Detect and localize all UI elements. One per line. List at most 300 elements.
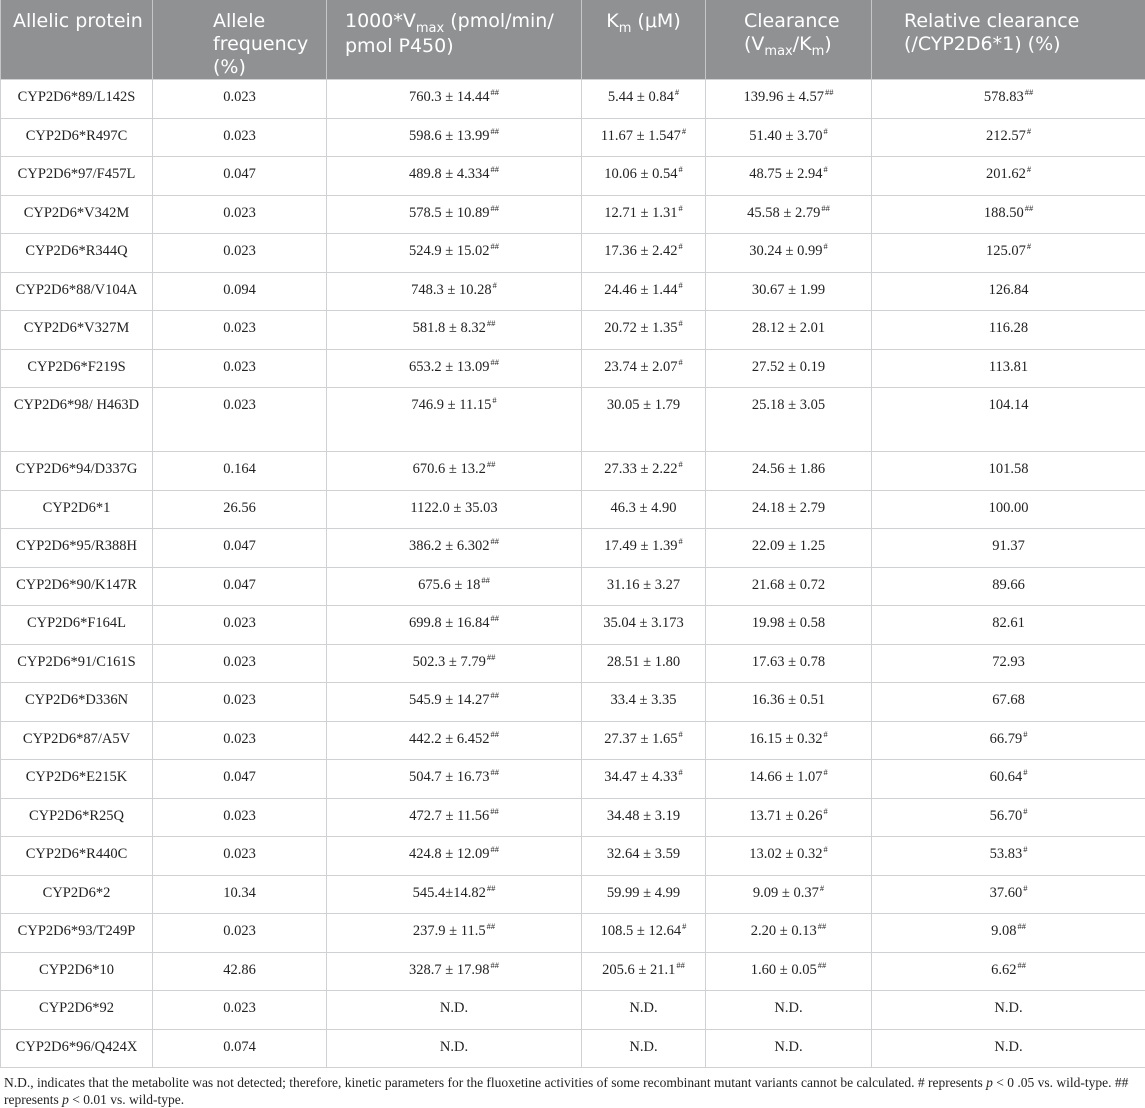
cell-relative-clearance-value: 6.62: [991, 962, 1016, 978]
cell-allele-frequency-value: 0.023: [223, 808, 256, 824]
significance-mark: #: [678, 729, 682, 739]
header-allele-frequency: [153, 0, 327, 80]
cell-relative-clearance-value: 125.07: [986, 243, 1026, 259]
table-footnote: [0, 1068, 1145, 1108]
significance-mark: #: [678, 357, 682, 367]
significance-mark: #: [1027, 126, 1031, 136]
cell-allelic-protein-value: CYP2D6*93/T249P: [18, 923, 136, 939]
cell-km: [582, 567, 706, 606]
cell-vmax: [327, 798, 582, 837]
header-clearance-mid: /K: [793, 33, 812, 55]
cell-clearance: [706, 837, 872, 876]
table-row: [1, 644, 1145, 683]
cell-km-value: 11.67 ± 1.547: [601, 128, 681, 144]
header-km-prefix: K: [606, 10, 618, 32]
significance-mark: ##: [1025, 203, 1034, 213]
significance-mark: ##: [490, 690, 499, 700]
cell-relative-clearance: [872, 952, 1145, 991]
cell-clearance-value: 139.96 ± 4.57: [744, 89, 824, 105]
cell-clearance: [706, 311, 872, 350]
cell-km: [582, 683, 706, 722]
cell-clearance: [706, 1029, 872, 1068]
cell-relative-clearance-value: 100.00: [989, 500, 1029, 516]
cell-allele-frequency: [153, 452, 327, 491]
cell-allele-frequency: [153, 875, 327, 914]
cell-vmax-value: 237.9 ± 11.5: [413, 923, 486, 939]
table-row: [1, 234, 1145, 273]
cell-allele-frequency-value: 0.023: [223, 1000, 256, 1016]
significance-mark: #: [1023, 767, 1027, 777]
cell-km-value: 27.37 ± 1.65: [604, 731, 677, 747]
significance-mark: ##: [490, 87, 499, 97]
significance-mark: #: [823, 241, 827, 251]
table-row: [1, 311, 1145, 350]
cell-clearance-value: 13.71 ± 0.26: [749, 808, 822, 824]
header-clearance-sub-m: m: [812, 44, 825, 59]
cell-vmax: [327, 311, 582, 350]
cell-allele-frequency-value: 0.023: [223, 846, 256, 862]
cell-allelic-protein: [1, 721, 153, 760]
cell-vmax: [327, 529, 582, 568]
header-clearance-close: ): [824, 33, 831, 55]
cell-clearance: [706, 195, 872, 234]
cell-clearance: [706, 234, 872, 273]
cell-km: [582, 914, 706, 953]
cell-allelic-protein: [1, 798, 153, 837]
significance-mark: #: [1023, 806, 1027, 816]
cell-relative-clearance-value: N.D.: [994, 1000, 1022, 1016]
cell-allelic-protein-value: CYP2D6*R440C: [26, 846, 128, 862]
cell-km: [582, 606, 706, 645]
cell-relative-clearance: [872, 388, 1145, 452]
significance-mark: ##: [818, 960, 827, 970]
cell-allele-frequency: [153, 683, 327, 722]
cell-vmax-value: 545.9 ± 14.27: [409, 692, 489, 708]
significance-mark: #: [1023, 844, 1027, 854]
footnote-part3: < 0.01 vs. wild-type.: [69, 1092, 184, 1107]
cell-relative-clearance: [872, 991, 1145, 1030]
table-row: [1, 118, 1145, 157]
cell-relative-clearance: [872, 349, 1145, 388]
footnote-p-symbol-1: p: [986, 1075, 993, 1090]
cell-vmax-value: 670.6 ± 13.2: [413, 461, 486, 477]
cell-clearance: [706, 875, 872, 914]
cell-clearance-value: N.D.: [774, 1000, 802, 1016]
table-row: [1, 760, 1145, 799]
cell-relative-clearance: [872, 311, 1145, 350]
cell-allelic-protein-value: CYP2D6*V342M: [24, 205, 130, 221]
cell-allelic-protein-value: CYP2D6*R344Q: [25, 243, 127, 259]
cell-clearance: [706, 529, 872, 568]
cell-km-value: 33.4 ± 3.35: [611, 692, 677, 708]
cell-vmax-value: 545.4±14.82: [413, 885, 486, 901]
significance-mark: #: [675, 87, 679, 97]
cell-allelic-protein-value: CYP2D6*94/D337G: [16, 461, 138, 477]
cell-km-value: 28.51 ± 1.80: [607, 654, 680, 670]
cell-vmax-value: 489.8 ± 4.334: [409, 166, 489, 182]
cell-relative-clearance: [872, 721, 1145, 760]
cell-relative-clearance-value: 60.64: [990, 769, 1023, 785]
cell-clearance: [706, 272, 872, 311]
cell-vmax: [327, 1029, 582, 1068]
cell-clearance-value: 14.66 ± 1.07: [749, 769, 822, 785]
header-allelic-protein: [1, 0, 153, 80]
cell-allele-frequency: [153, 234, 327, 273]
cell-allele-frequency: [153, 760, 327, 799]
cell-km: [582, 234, 706, 273]
cell-relative-clearance-value: 56.70: [990, 808, 1023, 824]
cell-allele-frequency-value: 0.023: [223, 359, 256, 375]
cell-relative-clearance-value: 212.57: [986, 128, 1026, 144]
cell-km-value: 59.99 ± 4.99: [607, 885, 680, 901]
cell-km: [582, 952, 706, 991]
cell-allele-frequency: [153, 837, 327, 876]
cell-allelic-protein: [1, 118, 153, 157]
significance-mark: #: [492, 395, 496, 405]
cell-vmax-value: 598.6 ± 13.99: [409, 128, 489, 144]
cell-allelic-protein-value: CYP2D6*97/F457L: [18, 166, 136, 182]
header-km-subscript: m: [619, 21, 632, 36]
significance-mark: ##: [490, 729, 499, 739]
cell-allelic-protein: [1, 991, 153, 1030]
cell-relative-clearance: [872, 567, 1145, 606]
cell-relative-clearance-value: 67.68: [992, 692, 1025, 708]
cell-allelic-protein-value: CYP2D6*98/ H463D: [14, 397, 139, 413]
significance-mark: #: [823, 767, 827, 777]
cell-vmax-value: 386.2 ± 6.302: [409, 538, 489, 554]
significance-mark: ##: [490, 536, 499, 546]
cell-allelic-protein-value: CYP2D6*91/C161S: [17, 654, 135, 670]
cell-allelic-protein: [1, 683, 153, 722]
header-clearance-line1: Clearance: [744, 10, 840, 32]
significance-mark: #: [678, 767, 682, 777]
cell-allele-frequency-value: 0.023: [223, 243, 256, 259]
cell-allele-frequency-value: 0.047: [223, 577, 256, 593]
cell-vmax: [327, 875, 582, 914]
cell-allelic-protein: [1, 837, 153, 876]
cell-relative-clearance: [872, 234, 1145, 273]
significance-mark: #: [823, 126, 827, 136]
cell-km-value: 24.46 ± 1.44: [604, 282, 677, 298]
cell-relative-clearance: [872, 798, 1145, 837]
cell-relative-clearance-value: 113.81: [989, 359, 1028, 375]
significance-mark: #: [678, 203, 682, 213]
cell-allelic-protein: [1, 452, 153, 491]
significance-mark: ##: [490, 960, 499, 970]
significance-mark: ##: [825, 87, 834, 97]
cell-vmax: [327, 349, 582, 388]
cell-vmax: [327, 991, 582, 1030]
significance-mark: ##: [487, 459, 496, 469]
significance-mark: ##: [821, 203, 830, 213]
significance-mark: ##: [490, 126, 499, 136]
cell-clearance: [706, 388, 872, 452]
cell-relative-clearance-value: 9.08: [991, 923, 1016, 939]
table-header: [1, 0, 1145, 80]
cell-relative-clearance-value: 66.79: [990, 731, 1023, 747]
cell-clearance: [706, 567, 872, 606]
table-row: [1, 837, 1145, 876]
cell-km-value: 27.33 ± 2.22: [604, 461, 677, 477]
cell-vmax-value: 328.7 ± 17.98: [409, 962, 489, 978]
cell-km: [582, 875, 706, 914]
cell-km-value: 17.36 ± 2.42: [604, 243, 677, 259]
cell-relative-clearance: [872, 837, 1145, 876]
table-row: [1, 683, 1145, 722]
cell-vmax-value: N.D.: [440, 1000, 468, 1016]
cell-allele-frequency: [153, 991, 327, 1030]
cell-allele-frequency: [153, 952, 327, 991]
significance-mark: ##: [1017, 921, 1026, 931]
cell-vmax: [327, 760, 582, 799]
cell-allele-frequency: [153, 490, 327, 529]
significance-mark: ##: [487, 652, 496, 662]
significance-mark: ##: [818, 921, 827, 931]
cell-vmax: [327, 388, 582, 452]
cell-allelic-protein-value: CYP2D6*D336N: [25, 692, 128, 708]
significance-mark: #: [678, 459, 682, 469]
cell-allelic-protein-value: CYP2D6*89/L142S: [18, 89, 136, 105]
cell-clearance: [706, 952, 872, 991]
cell-allelic-protein: [1, 529, 153, 568]
cell-allelic-protein: [1, 490, 153, 529]
cell-relative-clearance: [872, 80, 1145, 119]
cell-allelic-protein-value: CYP2D6*R497C: [26, 128, 128, 144]
cell-allelic-protein-value: CYP2D6*90/K147R: [16, 577, 137, 593]
cell-relative-clearance: [872, 914, 1145, 953]
significance-mark: #: [823, 806, 827, 816]
cell-clearance-value: 48.75 ± 2.94: [749, 166, 822, 182]
cell-vmax: [327, 118, 582, 157]
cell-clearance-value: 13.02 ± 0.32: [749, 846, 822, 862]
cell-allele-frequency-value: 0.023: [223, 923, 256, 939]
table-row: [1, 80, 1145, 119]
cell-relative-clearance: [872, 760, 1145, 799]
cell-km: [582, 195, 706, 234]
significance-mark: ##: [1017, 960, 1026, 970]
cell-vmax-value: 748.3 ± 10.28: [411, 282, 491, 298]
cell-vmax: [327, 452, 582, 491]
cell-allele-frequency: [153, 349, 327, 388]
cell-km: [582, 157, 706, 196]
cell-relative-clearance: [872, 118, 1145, 157]
cell-allele-frequency-value: 0.023: [223, 205, 256, 221]
cell-relative-clearance-value: 101.58: [989, 461, 1029, 477]
cell-allelic-protein: [1, 311, 153, 350]
cell-km: [582, 490, 706, 529]
cell-clearance-value: 27.52 ± 0.19: [752, 359, 825, 375]
cell-km-value: 34.47 ± 4.33: [604, 769, 677, 785]
cell-allelic-protein-value: CYP2D6*F219S: [27, 359, 125, 375]
cell-km-value: N.D.: [629, 1000, 657, 1016]
cell-relative-clearance-value: 126.84: [989, 282, 1029, 298]
cell-clearance: [706, 349, 872, 388]
significance-mark: ##: [490, 164, 499, 174]
cell-allelic-protein: [1, 644, 153, 683]
significance-mark: ##: [676, 960, 685, 970]
cell-km: [582, 311, 706, 350]
cell-vmax-value: 524.9 ± 15.02: [409, 243, 489, 259]
cell-allelic-protein: [1, 1029, 153, 1068]
cell-km: [582, 452, 706, 491]
cell-km-value: 17.49 ± 1.39: [604, 538, 677, 554]
cell-clearance: [706, 118, 872, 157]
cell-km-value: 5.44 ± 0.84: [608, 89, 674, 105]
cell-vmax: [327, 606, 582, 645]
header-relative-clearance: [872, 0, 1145, 80]
significance-mark: #: [1023, 883, 1027, 893]
cell-relative-clearance: [872, 529, 1145, 568]
cell-allele-frequency: [153, 388, 327, 452]
cell-vmax-value: 504.7 ± 16.73: [409, 769, 489, 785]
footnote-part2: < 0 .05 vs. wild-type. ## represents: [4, 1075, 1128, 1107]
cell-allele-frequency-value: 0.047: [223, 769, 256, 785]
cell-allelic-protein: [1, 272, 153, 311]
cell-km: [582, 80, 706, 119]
significance-mark: #: [682, 921, 686, 931]
cell-clearance-value: 51.40 ± 3.70: [749, 128, 822, 144]
cell-allele-frequency: [153, 606, 327, 645]
cell-clearance-value: 28.12 ± 2.01: [752, 320, 825, 336]
cell-allele-frequency-value: 42.86: [223, 962, 256, 978]
cell-allelic-protein: [1, 195, 153, 234]
cell-clearance: [706, 721, 872, 760]
significance-mark: ##: [481, 575, 490, 585]
cell-allelic-protein: [1, 234, 153, 273]
table-row: [1, 606, 1145, 645]
cell-clearance-value: 19.98 ± 0.58: [752, 615, 825, 631]
significance-mark: ##: [487, 318, 496, 328]
cell-clearance: [706, 80, 872, 119]
cell-vmax-value: 442.2 ± 6.452: [409, 731, 489, 747]
cell-vmax: [327, 914, 582, 953]
header-relative-clearance-text: Relative clearance (/CYP2D6*1) (%): [904, 10, 1079, 55]
cell-vmax-value: 653.2 ± 13.09: [409, 359, 489, 375]
header-clearance-sub-max: max: [764, 44, 792, 59]
cell-km: [582, 991, 706, 1030]
cell-vmax: [327, 272, 582, 311]
cell-vmax-value: 578.5 ± 10.89: [409, 205, 489, 221]
table-row: [1, 991, 1145, 1030]
significance-mark: #: [678, 318, 682, 328]
significance-mark: ##: [490, 806, 499, 816]
cell-relative-clearance-value: 188.50: [984, 205, 1024, 221]
cell-clearance: [706, 157, 872, 196]
cell-allelic-protein: [1, 80, 153, 119]
cell-vmax-value: 760.3 ± 14.44: [409, 89, 489, 105]
cell-allelic-protein: [1, 952, 153, 991]
cell-allelic-protein: [1, 606, 153, 645]
cell-relative-clearance: [872, 875, 1145, 914]
cell-vmax-value: 699.8 ± 16.84: [409, 615, 489, 631]
cell-vmax-value: 502.3 ± 7.79: [413, 654, 486, 670]
cell-clearance-value: 16.36 ± 0.51: [752, 692, 825, 708]
cell-allele-frequency-value: 0.164: [223, 461, 256, 477]
cell-km-value: 32.64 ± 3.59: [607, 846, 680, 862]
cell-allelic-protein: [1, 157, 153, 196]
cell-allele-frequency: [153, 1029, 327, 1068]
cell-allelic-protein-value: CYP2D6*E215K: [26, 769, 128, 785]
cell-allelic-protein: [1, 760, 153, 799]
cell-relative-clearance-value: N.D.: [994, 1039, 1022, 1055]
cell-clearance-value: 30.67 ± 1.99: [752, 282, 825, 298]
cell-allele-frequency-value: 0.023: [223, 397, 256, 413]
cell-relative-clearance: [872, 452, 1145, 491]
cell-allele-frequency: [153, 721, 327, 760]
cell-clearance-value: 21.68 ± 0.72: [752, 577, 825, 593]
header-vmax-prefix: 1000*V: [345, 10, 416, 32]
cell-allelic-protein-value: CYP2D6*92: [39, 1000, 114, 1016]
significance-mark: ##: [487, 883, 496, 893]
cell-km: [582, 529, 706, 568]
cell-vmax-value: 746.9 ± 11.15: [411, 397, 491, 413]
table-row: [1, 567, 1145, 606]
cell-allele-frequency-value: 26.56: [223, 500, 256, 516]
cell-relative-clearance-value: 82.61: [992, 615, 1025, 631]
cell-allele-frequency: [153, 567, 327, 606]
cell-km: [582, 1029, 706, 1068]
cell-km-value: 30.05 ± 1.79: [607, 397, 680, 413]
cell-allelic-protein-value: CYP2D6*1: [43, 500, 111, 516]
cell-allelic-protein-value: CYP2D6*88/V104A: [16, 282, 138, 298]
header-km-suffix: (μM): [631, 10, 680, 32]
cell-relative-clearance-value: 104.14: [989, 397, 1029, 413]
cell-clearance-value: 17.63 ± 0.78: [752, 654, 825, 670]
cell-km: [582, 837, 706, 876]
cell-allelic-protein: [1, 349, 153, 388]
cell-km-value: 46.3 ± 4.90: [611, 500, 677, 516]
significance-mark: ##: [490, 241, 499, 251]
cell-allelic-protein: [1, 567, 153, 606]
cell-allelic-protein-value: CYP2D6*87/A5V: [23, 731, 130, 747]
cell-allele-frequency-value: 0.023: [223, 320, 256, 336]
cell-allelic-protein-value: CYP2D6*10: [39, 962, 114, 978]
cell-km-value: 23.74 ± 2.07: [604, 359, 677, 375]
cell-clearance-value: 25.18 ± 3.05: [752, 397, 825, 413]
cell-clearance: [706, 914, 872, 953]
cell-km: [582, 644, 706, 683]
cell-allelic-protein-value: CYP2D6*V327M: [24, 320, 130, 336]
cell-clearance: [706, 760, 872, 799]
cell-relative-clearance-value: 37.60: [990, 885, 1023, 901]
cell-relative-clearance: [872, 490, 1145, 529]
cell-allele-frequency: [153, 272, 327, 311]
significance-mark: ##: [487, 921, 496, 931]
significance-mark: #: [678, 164, 682, 174]
cell-km-value: 12.71 ± 1.31: [604, 205, 677, 221]
cell-clearance-value: 24.18 ± 2.79: [752, 500, 825, 516]
cell-allele-frequency: [153, 195, 327, 234]
cell-km: [582, 798, 706, 837]
cell-allele-frequency: [153, 529, 327, 568]
significance-mark: #: [493, 280, 497, 290]
cell-km-value: 20.72 ± 1.35: [604, 320, 677, 336]
significance-mark: #: [1027, 164, 1031, 174]
cell-km-value: 31.16 ± 3.27: [607, 577, 680, 593]
cell-allele-frequency-value: 0.023: [223, 615, 256, 631]
cell-vmax-value: 1122.0 ± 35.03: [410, 500, 497, 516]
significance-mark: ##: [490, 357, 499, 367]
cell-km-value: 34.48 ± 3.19: [607, 808, 680, 824]
header-vmax-subscript: max: [416, 21, 444, 36]
cell-clearance: [706, 683, 872, 722]
cell-allelic-protein: [1, 914, 153, 953]
cell-allele-frequency: [153, 118, 327, 157]
table-row: [1, 1029, 1145, 1068]
cell-allele-frequency-value: 0.047: [223, 166, 256, 182]
cell-allelic-protein-value: CYP2D6*95/R388H: [16, 538, 137, 554]
cell-allele-frequency: [153, 80, 327, 119]
